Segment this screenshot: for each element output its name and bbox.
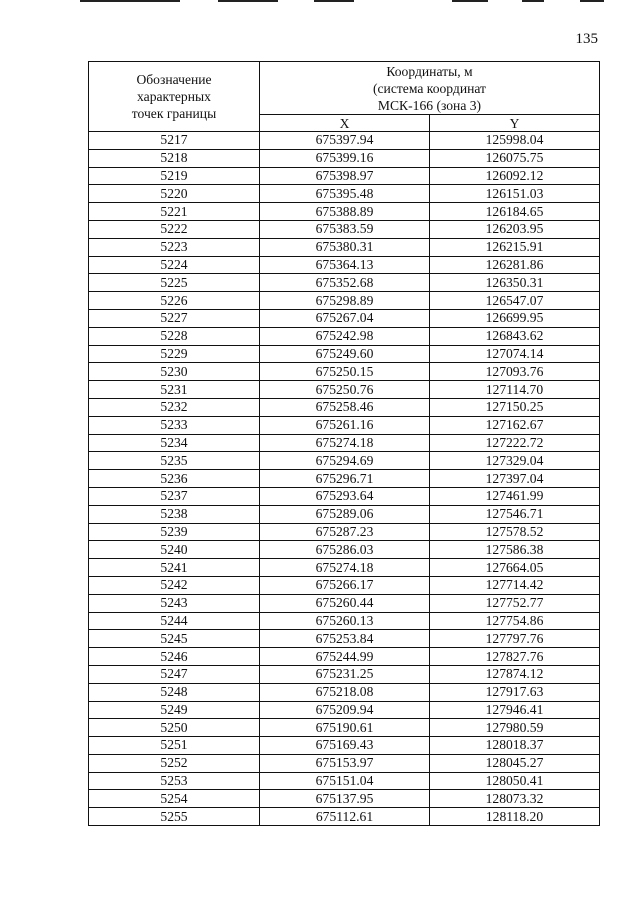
table-row [89, 505, 600, 523]
point-id-cell: 5241 [89, 559, 260, 577]
table-header [89, 62, 600, 132]
x-coordinate-cell: 675399.16 [260, 149, 430, 167]
y-coordinate-cell: 127980.59 [430, 719, 600, 737]
x-coordinate-cell: 675380.31 [260, 238, 430, 256]
table-row [89, 808, 600, 826]
point-id-cell: 5228 [89, 327, 260, 345]
x-coordinate-cell: 675398.97 [260, 167, 430, 185]
table-row [89, 594, 600, 612]
x-coordinate-cell: 675352.68 [260, 274, 430, 292]
y-coordinate-cell: 126547.07 [430, 292, 600, 310]
y-coordinate-cell: 127874.12 [430, 665, 600, 683]
y-coordinate-cell: 127546.71 [430, 505, 600, 523]
table-row [89, 487, 600, 505]
y-coordinate-cell: 127827.76 [430, 648, 600, 666]
point-id-cell: 5240 [89, 541, 260, 559]
x-coordinate-cell: 675287.23 [260, 523, 430, 541]
y-coordinate-cell: 127114.70 [430, 381, 600, 399]
header-row [89, 62, 600, 115]
table-row [89, 274, 600, 292]
point-id-cell: 5230 [89, 363, 260, 381]
x-coordinate-cell: 675266.17 [260, 576, 430, 594]
x-coordinate-cell: 675261.16 [260, 416, 430, 434]
y-coordinate-cell: 127150.25 [430, 398, 600, 416]
y-coordinate-cell: 127578.52 [430, 523, 600, 541]
y-coordinate-cell: 127074.14 [430, 345, 600, 363]
x-coordinate-cell: 675250.15 [260, 363, 430, 381]
x-coordinate-cell: 675364.13 [260, 256, 430, 274]
table-row [89, 327, 600, 345]
point-id-cell: 5250 [89, 719, 260, 737]
point-id-cell: 5247 [89, 665, 260, 683]
point-id-cell: 5237 [89, 487, 260, 505]
table-row [89, 648, 600, 666]
table-row [89, 149, 600, 167]
point-id-cell: 5222 [89, 220, 260, 238]
point-id-cell: 5236 [89, 470, 260, 488]
y-coordinate-cell: 127461.99 [430, 487, 600, 505]
header-coords-line: МСК-166 (зона 3) [377, 97, 482, 113]
point-id-cell: 5246 [89, 648, 260, 666]
y-coordinate-cell: 126092.12 [430, 167, 600, 185]
table-row [89, 345, 600, 363]
x-coordinate-cell: 675397.94 [260, 132, 430, 150]
x-coordinate-cell: 675244.99 [260, 648, 430, 666]
point-id-cell: 5252 [89, 754, 260, 772]
header-coordinates [260, 62, 600, 115]
x-coordinate-cell: 675388.89 [260, 203, 430, 221]
table-row [89, 256, 600, 274]
y-coordinate-cell: 126350.31 [430, 274, 600, 292]
table-row [89, 665, 600, 683]
y-coordinate-cell: 126151.03 [430, 185, 600, 203]
x-coordinate-cell: 675260.13 [260, 612, 430, 630]
y-coordinate-cell: 127752.77 [430, 594, 600, 612]
point-id-cell: 5226 [89, 292, 260, 310]
x-coordinate-cell: 675153.97 [260, 754, 430, 772]
x-coordinate-cell: 675151.04 [260, 772, 430, 790]
table-row [89, 381, 600, 399]
y-coordinate-cell: 128050.41 [430, 772, 600, 790]
table-row [89, 470, 600, 488]
point-id-cell: 5235 [89, 452, 260, 470]
header-points-line: точек границы [131, 106, 217, 121]
table-row [89, 167, 600, 185]
y-coordinate-cell: 127329.04 [430, 452, 600, 470]
table-row [89, 523, 600, 541]
table-row [89, 754, 600, 772]
header-points-line: характерных [137, 89, 211, 104]
y-coordinate-cell: 127714.42 [430, 576, 600, 594]
y-coordinate-cell: 127397.04 [430, 470, 600, 488]
y-coordinate-cell: 127586.38 [430, 541, 600, 559]
point-id-cell: 5254 [89, 790, 260, 808]
y-coordinate-cell: 127917.63 [430, 683, 600, 701]
x-coordinate-cell: 675298.89 [260, 292, 430, 310]
y-coordinate-cell: 127162.67 [430, 416, 600, 434]
table-row [89, 363, 600, 381]
y-coordinate-cell: 126075.75 [430, 149, 600, 167]
y-coordinate-cell: 127093.76 [430, 363, 600, 381]
y-coordinate-cell: 127797.76 [430, 630, 600, 648]
header-coords-line: (система координат [373, 80, 486, 96]
table-row [89, 238, 600, 256]
point-id-cell: 5232 [89, 398, 260, 416]
x-coordinate-cell: 675112.61 [260, 808, 430, 826]
point-id-cell: 5251 [89, 737, 260, 755]
table-row [89, 452, 600, 470]
y-coordinate-cell: 128118.20 [430, 808, 600, 826]
point-id-cell: 5243 [89, 594, 260, 612]
point-id-cell: 5227 [89, 309, 260, 327]
x-coordinate-cell: 675169.43 [260, 737, 430, 755]
x-coordinate-cell: 675274.18 [260, 559, 430, 577]
table-row [89, 398, 600, 416]
y-coordinate-cell: 126215.91 [430, 238, 600, 256]
header-x: X [260, 115, 430, 132]
x-coordinate-cell: 675137.95 [260, 790, 430, 808]
point-id-cell: 5245 [89, 630, 260, 648]
x-coordinate-cell: 675286.03 [260, 541, 430, 559]
table-row [89, 719, 600, 737]
point-id-cell: 5219 [89, 167, 260, 185]
point-id-cell: 5221 [89, 203, 260, 221]
x-coordinate-cell: 675289.06 [260, 505, 430, 523]
x-coordinate-cell: 675294.69 [260, 452, 430, 470]
x-coordinate-cell: 675250.76 [260, 381, 430, 399]
point-id-cell: 5249 [89, 701, 260, 719]
table-row [89, 185, 600, 203]
y-coordinate-cell: 126843.62 [430, 327, 600, 345]
y-coordinate-cell: 126699.95 [430, 309, 600, 327]
table-body [89, 132, 600, 826]
table-row [89, 701, 600, 719]
table-row [89, 220, 600, 238]
y-coordinate-cell: 126203.95 [430, 220, 600, 238]
point-id-cell: 5231 [89, 381, 260, 399]
header-y: Y [430, 115, 600, 132]
table-row [89, 559, 600, 577]
x-coordinate-cell: 675395.48 [260, 185, 430, 203]
point-id-cell: 5244 [89, 612, 260, 630]
x-coordinate-cell: 675293.64 [260, 487, 430, 505]
point-id-cell: 5225 [89, 274, 260, 292]
x-coordinate-cell: 675253.84 [260, 630, 430, 648]
point-id-cell: 5233 [89, 416, 260, 434]
point-id-cell: 5220 [89, 185, 260, 203]
table-row [89, 416, 600, 434]
point-id-cell: 5238 [89, 505, 260, 523]
y-coordinate-cell: 126184.65 [430, 203, 600, 221]
point-id-cell: 5229 [89, 345, 260, 363]
header-points-line: Обозначение [136, 72, 212, 87]
point-id-cell: 5242 [89, 576, 260, 594]
table-row [89, 630, 600, 648]
x-coordinate-cell: 675260.44 [260, 594, 430, 612]
y-coordinate-cell: 128073.32 [430, 790, 600, 808]
x-coordinate-cell: 675258.46 [260, 398, 430, 416]
point-id-cell: 5253 [89, 772, 260, 790]
point-id-cell: 5248 [89, 683, 260, 701]
y-coordinate-cell: 127754.86 [430, 612, 600, 630]
point-id-cell: 5224 [89, 256, 260, 274]
table-row [89, 683, 600, 701]
table-row [89, 203, 600, 221]
y-coordinate-cell: 127664.05 [430, 559, 600, 577]
point-id-cell: 5218 [89, 149, 260, 167]
x-coordinate-cell: 675249.60 [260, 345, 430, 363]
table-row [89, 434, 600, 452]
x-coordinate-cell: 675218.08 [260, 683, 430, 701]
table-row [89, 790, 600, 808]
y-coordinate-cell: 127222.72 [430, 434, 600, 452]
header-points-designation [89, 62, 260, 132]
y-coordinate-cell: 125998.04 [430, 132, 600, 150]
table-row [89, 612, 600, 630]
y-coordinate-cell: 128018.37 [430, 737, 600, 755]
coordinates-table [88, 61, 600, 826]
point-id-cell: 5217 [89, 132, 260, 150]
x-coordinate-cell: 675274.18 [260, 434, 430, 452]
page-number: 135 [575, 31, 598, 47]
point-id-cell: 5239 [89, 523, 260, 541]
table-row [89, 576, 600, 594]
y-coordinate-cell: 127946.41 [430, 701, 600, 719]
table-row [89, 737, 600, 755]
point-id-cell: 5223 [89, 238, 260, 256]
x-coordinate-cell: 675231.25 [260, 665, 430, 683]
x-coordinate-cell: 675242.98 [260, 327, 430, 345]
header-coords-line: Координаты, м [386, 63, 473, 79]
table-row [89, 772, 600, 790]
y-coordinate-cell: 128045.27 [430, 754, 600, 772]
point-id-cell: 5234 [89, 434, 260, 452]
point-id-cell: 5255 [89, 808, 260, 826]
table-row [89, 292, 600, 310]
table-row [89, 132, 600, 150]
y-coordinate-cell: 126281.86 [430, 256, 600, 274]
x-coordinate-cell: 675209.94 [260, 701, 430, 719]
x-coordinate-cell: 675383.59 [260, 220, 430, 238]
table-row [89, 309, 600, 327]
x-coordinate-cell: 675296.71 [260, 470, 430, 488]
x-coordinate-cell: 675190.61 [260, 719, 430, 737]
x-coordinate-cell: 675267.04 [260, 309, 430, 327]
table-row [89, 541, 600, 559]
top-scan-rules [0, 0, 640, 4]
